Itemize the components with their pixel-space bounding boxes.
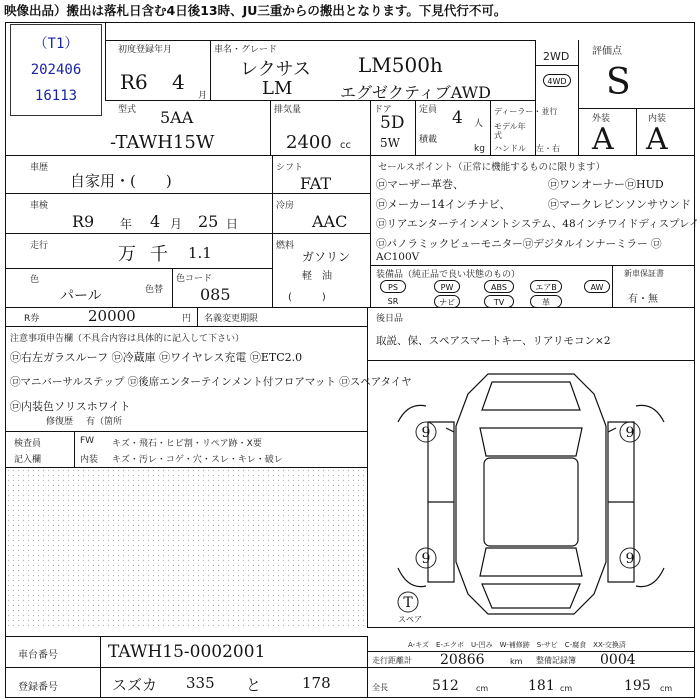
cc-value: 2400	[286, 132, 332, 153]
chassis-prefix: -TAWH15W	[110, 132, 215, 153]
inspector-fw: FW	[80, 436, 95, 446]
sales-points-title: セールスポイント（正常に機能するものに限ります）	[378, 162, 606, 173]
tire-fl: 9	[421, 425, 431, 441]
cc-label: 排気量	[274, 105, 302, 115]
cc-unit: cc	[340, 140, 351, 151]
mileage-label: 走行	[30, 241, 49, 251]
equip-navi: ナビ	[434, 295, 460, 308]
sales-point-1: ㋺マーザー革巻、	[376, 178, 464, 191]
drive-value-circle: 4WD	[543, 74, 571, 87]
equipment-title: 装備品（純正品で良い状態のもの）	[376, 270, 521, 280]
unused-hatched-area	[6, 468, 366, 626]
model-name: LM500h	[358, 53, 443, 77]
first-reg-label: 初度登録年月	[118, 45, 173, 55]
length-unit: cm	[476, 684, 489, 693]
eval-label: 評価点	[592, 46, 622, 57]
chassis-number: TAWH15-0002001	[108, 642, 266, 662]
car-damage-diagram	[368, 362, 694, 626]
auction-notice-banner: 映像出品）搬出は落札日含む4日後13時、JU三重からの搬出となります。下見代行不可。	[0, 0, 700, 22]
equip-aw: AW	[584, 280, 610, 293]
length-value: 512	[432, 678, 459, 694]
aircon-label: 冷房	[276, 201, 295, 211]
fuel-paren: ( )	[288, 292, 326, 303]
inspector-int-codes: キズ・汚レ・コゲ・穴・スレ・キレ・破レ	[112, 455, 283, 465]
shaken-label: 車検	[30, 201, 49, 211]
load-unit: kg	[474, 144, 485, 154]
color-value: パール	[60, 288, 102, 304]
notes-line-1: ㋺右左ガラスルーフ ㋺冷蔵庫 ㋺ワイヤレス充電 ㋺ETC2.0	[10, 351, 303, 364]
capacity-unit: 人	[474, 119, 484, 129]
int-label: 内装	[648, 114, 667, 124]
load-label: 積載	[419, 135, 438, 145]
lot-stamp	[10, 24, 102, 116]
repair-value: 有（箇所	[86, 417, 123, 427]
shaken-month-unit: 月	[170, 217, 183, 231]
sales-point-5: ㋺リアエンターテインメントシステム、48インチワイドディスプレイ	[376, 218, 700, 230]
shaken-day: 25	[198, 212, 219, 231]
aircon-value: AAC	[312, 212, 348, 231]
color-name-label: 色替	[145, 285, 164, 295]
length-label: 全長	[372, 683, 388, 692]
equip-leather: 革	[530, 295, 562, 308]
notes-line-3: ㋺内装色ソリスホワイト	[10, 400, 131, 413]
color-code-label: 色コード	[176, 274, 213, 284]
shaken-year-unit: 年	[120, 217, 133, 231]
capacity-value: 4	[452, 108, 463, 128]
make-name: レクサス	[240, 59, 311, 80]
odometer-label: 走行距離計	[372, 656, 412, 665]
stamp-line-1: （T1）	[33, 36, 79, 52]
fuel-value: ガソリン	[302, 250, 351, 264]
registration-label: 登録番号	[18, 682, 58, 693]
first-reg-era: R6	[120, 70, 148, 94]
damage-legend: A-キズ E-エクボ U-凹み W-補修跡 S-サビ C-腐食 XX-交換済	[408, 641, 626, 649]
drive-label: 2WD	[543, 50, 570, 63]
inspector-int: 内装	[80, 455, 99, 465]
usage-label: 車歴	[30, 163, 49, 173]
door-value: 5D	[380, 113, 405, 133]
equip-pw: PW	[434, 280, 460, 293]
equip-ps: PS	[380, 280, 406, 293]
fuel-opt2: 軽 油	[302, 271, 332, 282]
capacity-label: 定員	[419, 105, 438, 115]
car-name-label: 車名・グレード	[214, 45, 278, 55]
mileage-man: 万	[118, 244, 136, 265]
repair-label: 修復歴	[46, 417, 74, 427]
name-change-label: 名義変更期限	[204, 314, 259, 324]
shaken-day-unit: 日	[226, 217, 239, 231]
mileage-value: 1.1	[188, 244, 212, 262]
grade-line-2: エグゼクティブAWD	[340, 83, 491, 102]
chassis-label: 車台番号	[18, 650, 58, 661]
grade-line-1: LM	[262, 78, 293, 99]
spare-mark: T	[403, 595, 413, 611]
handle-opts: 左・右	[536, 144, 560, 153]
equip-sr: SR	[387, 297, 399, 306]
handle-label: ハンドル	[494, 144, 526, 153]
tire-rr: 9	[625, 551, 635, 567]
shaken-month: 4	[150, 212, 161, 231]
mileage-sen: 千	[150, 244, 168, 265]
notes-title: 注意事項申告欄（不具合内容は具体的に記入して下さい）	[10, 334, 245, 344]
door-sub: 5W	[380, 136, 400, 150]
rear-items-text: 取説、保、スペアスマートキー、リアリモコン×2	[376, 335, 611, 347]
width-unit: cm	[560, 684, 573, 693]
equip-tv: TV	[484, 295, 514, 308]
sales-point-2: ㋺ワンオーナー㋺HUD	[548, 178, 664, 191]
height-unit: cm	[660, 684, 673, 693]
sales-point-4: ㋺マークレビンソンサウンド	[548, 198, 691, 211]
price-label: R券	[24, 314, 40, 324]
registration-number: 178	[302, 674, 331, 692]
int-score: A	[646, 122, 668, 157]
odometer-value: 20866	[440, 652, 485, 668]
width-value: 181	[528, 678, 555, 694]
equip-abs: ABS	[484, 280, 514, 293]
shift-label: シフト	[276, 163, 304, 173]
price-unit: 円	[182, 314, 192, 324]
ext-score: A	[592, 122, 614, 157]
spare-label: スペア	[398, 615, 422, 624]
type-code: 5AA	[160, 108, 194, 127]
color-code-value: 085	[200, 285, 231, 304]
tire-rl: 9	[421, 551, 431, 567]
maintenance-label: 整備記録簿	[536, 656, 576, 665]
first-reg-month: 4	[172, 70, 185, 94]
new-car-warranty-opts: 有・無	[628, 294, 658, 305]
sales-point-6: ㋺パノラミックビューモニター㋺デジタルインナーミラー ㋺AC100V	[376, 238, 662, 263]
inspector-label: 検査員	[14, 439, 42, 449]
stamp-line-3: 16113	[34, 88, 78, 104]
fuel-label: 燃料	[276, 241, 295, 251]
registration-kana: と	[246, 676, 262, 694]
shift-value: FAT	[300, 174, 332, 193]
usage-value: 自家用・( )	[70, 172, 172, 190]
notes-line-2: ㋺マニバーサルステップ ㋺後席エンターテインメント付フロアマット ㋺スペアタイヤ	[10, 376, 412, 388]
ext-label: 外装	[592, 114, 611, 124]
price-value: 20000	[88, 307, 136, 325]
rear-items-label: 後日品	[376, 314, 404, 324]
registration-region: スズカ	[112, 676, 158, 694]
height-value: 195	[624, 678, 651, 694]
model-year-label: モデル年式	[494, 122, 526, 140]
inspector-fw-codes: キズ・飛石・ヒビ割・リペア跡・X要	[112, 439, 262, 449]
sales-point-3: ㋺メーカー14インチナビ、	[376, 198, 511, 211]
odometer-unit: km	[510, 657, 523, 666]
equip-airbag: エアB	[530, 280, 562, 293]
door-label: ドア	[374, 105, 392, 115]
registration-class: 335	[186, 674, 215, 692]
eval-score: S	[606, 62, 631, 103]
inspector-entry-label: 記入欄	[14, 455, 42, 465]
tire-fr: 9	[625, 425, 635, 441]
type-label: 型式	[118, 105, 137, 115]
new-car-warranty-label: 新車保証書	[624, 269, 664, 278]
shaken-era: R9	[72, 212, 95, 231]
dealer-label: ディーラー・並行	[494, 107, 558, 116]
first-reg-month-unit: 月	[198, 91, 208, 101]
color-label: 色	[30, 275, 40, 285]
maintenance-value: 0004	[600, 652, 636, 668]
stamp-line-2: 202406	[30, 62, 82, 78]
